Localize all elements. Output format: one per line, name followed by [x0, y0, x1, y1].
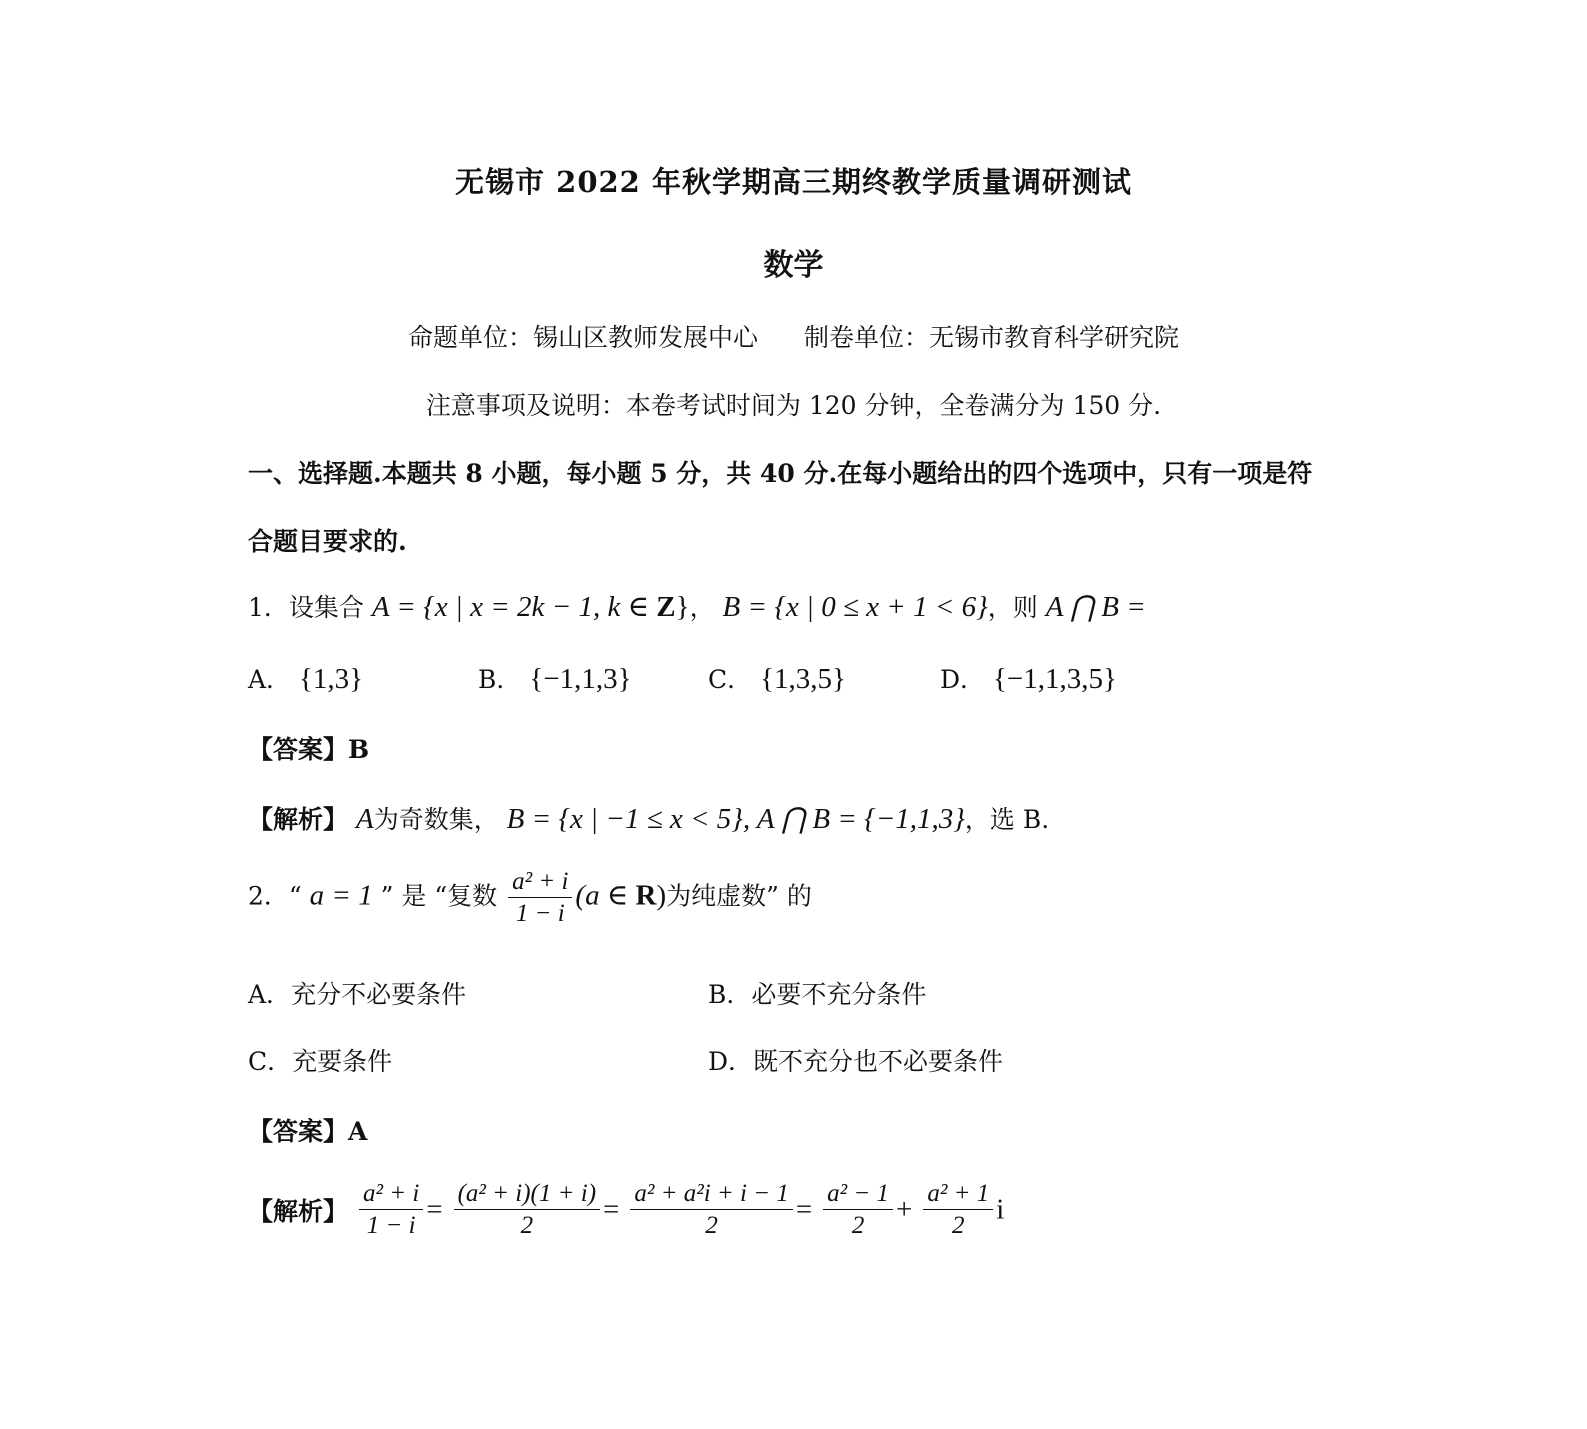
- analysis-text: ，选 B.: [964, 805, 1050, 834]
- option-value: {−1,1,3,5}: [993, 663, 1117, 695]
- fraction-denominator: 2: [520, 1212, 534, 1240]
- answer-tag: 【答案】: [248, 1117, 349, 1146]
- plus-sign: +: [896, 1193, 913, 1226]
- question-text: 为纯虚数” 的: [666, 881, 812, 911]
- exam-title: 无锡市 2022 年秋学期高三期终教学质量调研测试: [455, 165, 1132, 199]
- math-intersection: A ⋂ B =: [1045, 591, 1146, 623]
- fraction-numerator: a² + i: [508, 866, 572, 898]
- q2-answer: [248, 1112, 367, 1148]
- analysis-fraction: [630, 1178, 793, 1242]
- question-text: 设集合: [288, 593, 364, 622]
- math-a: A: [355, 803, 374, 835]
- producer-label: 制卷单位：无锡市教育科学研究院: [804, 323, 1180, 352]
- option-label: D．: [940, 665, 986, 694]
- fraction-numerator: a² − 1: [823, 1178, 893, 1210]
- fraction-denominator: 2: [851, 1212, 865, 1240]
- question-number: 1．: [248, 593, 289, 622]
- question-2: [248, 866, 812, 930]
- section-heading-cont: 合题目要求的.: [248, 527, 407, 556]
- fraction-numerator: a² + a²i + i − 1: [630, 1178, 793, 1210]
- subject-heading: 数学: [763, 248, 824, 283]
- option-value: 既不充分也不必要条件: [753, 1047, 1004, 1076]
- proposer-label: 命题单位：锡山区教师发展中心: [407, 323, 758, 352]
- quote-mark: “: [288, 881, 302, 911]
- q1-option-a: [248, 660, 363, 696]
- analysis-text: 为奇数集，: [373, 805, 499, 834]
- exam-notes: 注意事项及说明：本卷考试时间为 120 分钟，全卷满分为 150 分.: [425, 391, 1162, 420]
- option-value: 充要条件: [292, 1047, 393, 1076]
- option-value: {1,3}: [299, 663, 364, 695]
- fraction-denominator: 2: [952, 1212, 965, 1240]
- answer-value: B: [348, 735, 370, 764]
- answer-tag: 【答案】: [248, 735, 349, 764]
- fraction-denominator: 2: [705, 1212, 718, 1240]
- option-value: {1,3,5}: [760, 663, 846, 695]
- q1-analysis: [248, 800, 1049, 836]
- q1-option-b: [478, 660, 632, 696]
- equals-sign: =: [426, 1193, 443, 1226]
- question-1: [248, 588, 1146, 624]
- option-value: 必要不充分条件: [751, 980, 927, 1009]
- q2-option-b: [708, 975, 926, 1011]
- option-label: B．: [708, 980, 752, 1009]
- separator: ，: [689, 593, 715, 622]
- question-number: 2．: [248, 881, 289, 911]
- option-label: C．: [708, 665, 753, 694]
- math-analysis: B = {x | −1 ≤ x < 5}, A ⋂ B = {−1,1,3}: [506, 803, 965, 835]
- q2-option-a: [248, 975, 466, 1011]
- math-fraction: [508, 866, 572, 930]
- equals-sign: =: [795, 1193, 813, 1226]
- math-condition: a = 1: [309, 879, 373, 912]
- math-paren: ): [656, 879, 667, 912]
- q2-option-c: [248, 1042, 392, 1078]
- math-set-b: B = {x | 0 ≤ x + 1 < 6}: [722, 591, 988, 623]
- q2-option-d: [708, 1042, 1003, 1078]
- math-brace: }: [675, 591, 690, 623]
- imaginary-unit: i: [996, 1193, 1005, 1226]
- analysis-fraction: [359, 1178, 423, 1242]
- analysis-tag: 【解析】: [248, 1196, 349, 1226]
- math-integers: Z: [656, 591, 676, 623]
- fraction-numerator: a² + i: [359, 1178, 423, 1210]
- option-label: A．: [248, 665, 292, 694]
- math-set-a: A = {x | x = 2k − 1, k ∈: [371, 591, 657, 623]
- fraction-numerator: (a² + i)(1 + i): [454, 1178, 600, 1210]
- q1-option-d: [940, 660, 1117, 696]
- option-label: C．: [248, 1047, 293, 1076]
- analysis-fraction: [454, 1178, 600, 1242]
- analysis-tag: 【解析】: [248, 805, 349, 834]
- section-heading: 一、选择题.本题共 8 小题，每小题 5 分，共 40 分.在每小题给出的四个选项中，只有一项是符: [248, 459, 1313, 488]
- q1-answer: [248, 730, 369, 766]
- math-paren: (a ∈: [575, 879, 636, 912]
- option-label: B．: [478, 665, 522, 694]
- q1-option-c: [708, 660, 846, 696]
- option-label: A．: [248, 980, 292, 1009]
- question-text: ” 是 “复数: [380, 881, 498, 911]
- fraction-numerator: a² + 1: [923, 1178, 993, 1210]
- analysis-fraction: [823, 1178, 893, 1242]
- exam-meta: [0, 318, 1587, 354]
- fraction-denominator: 1 − i: [515, 900, 565, 928]
- math-reals: R: [635, 879, 657, 912]
- option-value: {−1,1,3}: [529, 663, 632, 695]
- q2-analysis: [248, 1178, 1004, 1242]
- analysis-fraction: [923, 1178, 993, 1242]
- equals-sign: =: [603, 1193, 620, 1226]
- option-label: D．: [708, 1047, 754, 1076]
- answer-value: A: [348, 1117, 368, 1146]
- question-text: ，则: [987, 593, 1038, 622]
- option-value: 充分不必要条件: [291, 980, 467, 1009]
- fraction-denominator: 1 − i: [366, 1212, 416, 1240]
